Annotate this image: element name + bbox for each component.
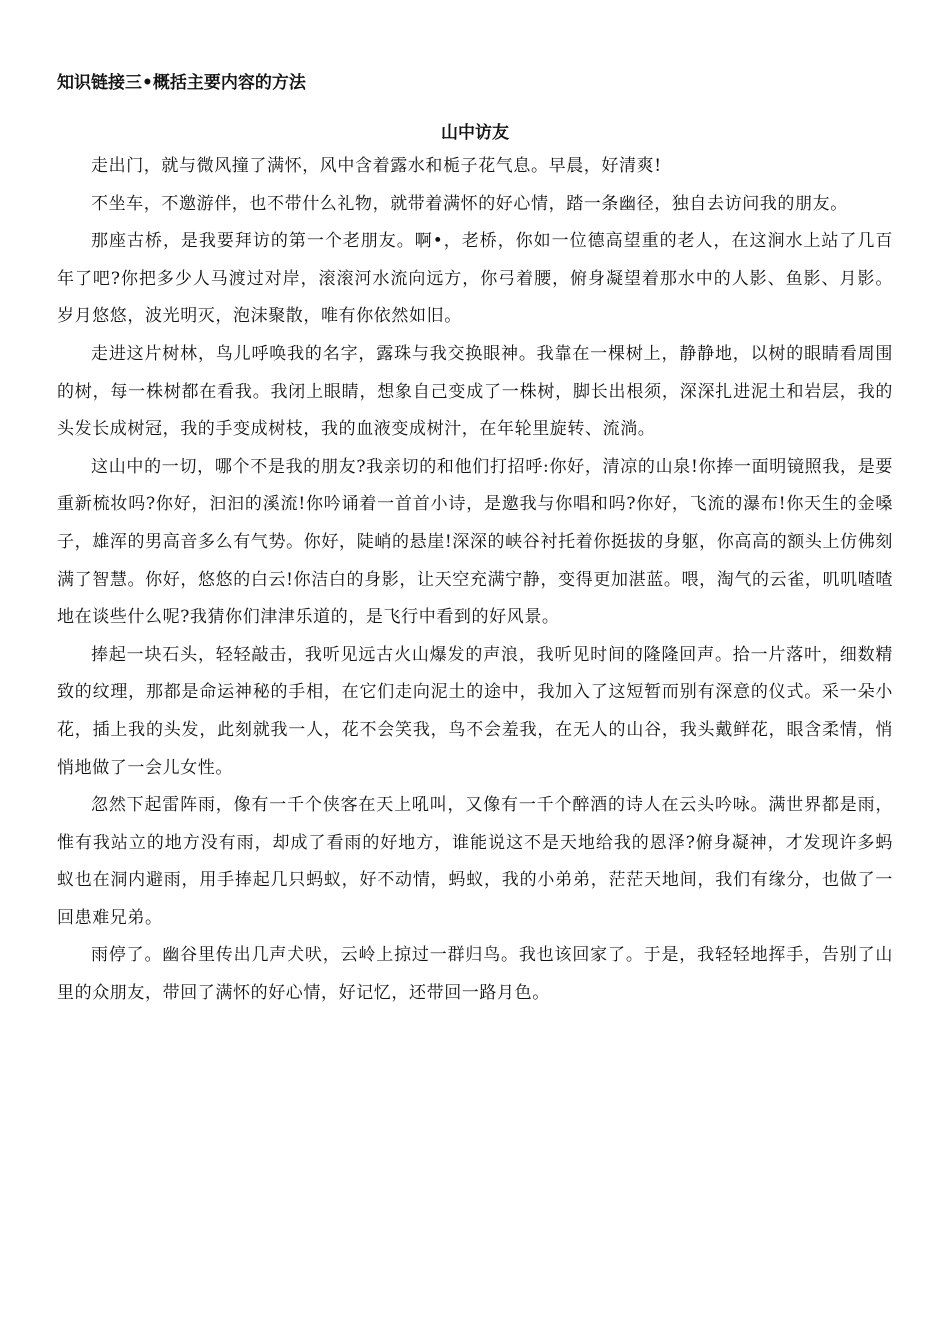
- paragraph-3: 那座古桥，是我要拜访的第一个老朋友。啊•，老桥，你如一位德高望重的老人，在这涧水上站了几百年了吧?你把多少人马渡过对岸，滚滚河水流向远方，你弓着腰，俯身凝望着那水中的人影、鱼影、月影。岁月悠悠，波光明灭，泡沫聚散，唯有你依然如旧。: [57, 231, 893, 327]
- paragraph-4: 走进这片树林，鸟儿呼唤我的名字，露珠与我交换眼神。我靠在一棵树上，静静地，以树的眼睛看周围的树，每一株树都在看我。我闭上眼睛，想象自己变成了一株树，脚长出根须，深深扎进泥土和岩层，我的头发长成树冠，我的手变成树枝，我的血液变成树汁，在年轮里旋转、流淌。: [57, 343, 893, 440]
- section-heading: 知识链接三•概括主要内容的方法: [57, 73, 306, 93]
- paragraph-8: 雨停了。幽谷里传出几声犬吠，云岭上掠过一群归鸟。我也该回家了。于是，我轻轻地挥手，告别了山里的众朋友，带回了满怀的好心情，好记忆，还带回一路月色。: [57, 945, 893, 1004]
- paragraph-5: 这山中的一切，哪个不是我的朋友?我亲切的和他们打招呼:你好，清凉的山泉!你捧一面明镜照我，是要重新梳妆吗?你好，汩汩的溪流!你吟诵着一首首小诗，是邀我与你唱和吗?你好，飞流的瀑布!你天生的金嗓子，雄浑的男高音多么有气势。你好，陡峭的悬崖!深深的峡谷衬托着你挺拔的身躯，你高高的额头上仿佛刻满了智慧。你好，悠悠的白云!你洁白的身影，让天空充满宁静，变得更加湛蓝。喂，淘气的云雀，叽叽喳喳地在谈些什么呢?我猜你们津津乐道的，是飞行中看到的好风景。: [57, 456, 893, 628]
- paragraph-7: 忽然下起雷阵雨，像有一千个侠客在天上吼叫，又像有一千个醉酒的诗人在云头吟咏。满世界都是雨，惟有我站立的地方没有雨，却成了看雨的好地方，谁能说这不是天地给我的恩泽?俯身凝神，才发现许多蚂蚁也在洞内避雨，用手捧起几只蚂蚁，好不动情，蚂蚁，我的小弟弟，茫茫天地间，我们有缘分，也做了一回患难兄弟。: [57, 795, 893, 928]
- paragraph-6: 捧起一块石头，轻轻敲击，我听见远古火山爆发的声浪，我听见时间的隆隆回声。拾一片落叶，细数精致的纹理，那都是命运神秘的手相，在它们走向泥土的途中，我加入了这短暂而别有深意的仪式。采一朵小花，插上我的头发，此刻就我一人，花不会笑我，鸟不会羞我，在无人的山谷，我头戴鲜花，眼含柔情，悄悄地做了一会儿女性。: [57, 644, 893, 778]
- document-page: [57, 68, 893, 1013]
- article-title: 山中访友: [441, 123, 509, 143]
- paragraph-1: 走出门，就与微风撞了满怀，风中含着露水和栀子花气息。早晨，好清爽!: [91, 156, 662, 176]
- paragraph-2: 不坐车，不邀游伴，也不带什么礼物，就带着满怀的好心情，踏一条幽径，独自去访问我的朋友。: [91, 193, 848, 214]
- article-body: [57, 148, 893, 1013]
